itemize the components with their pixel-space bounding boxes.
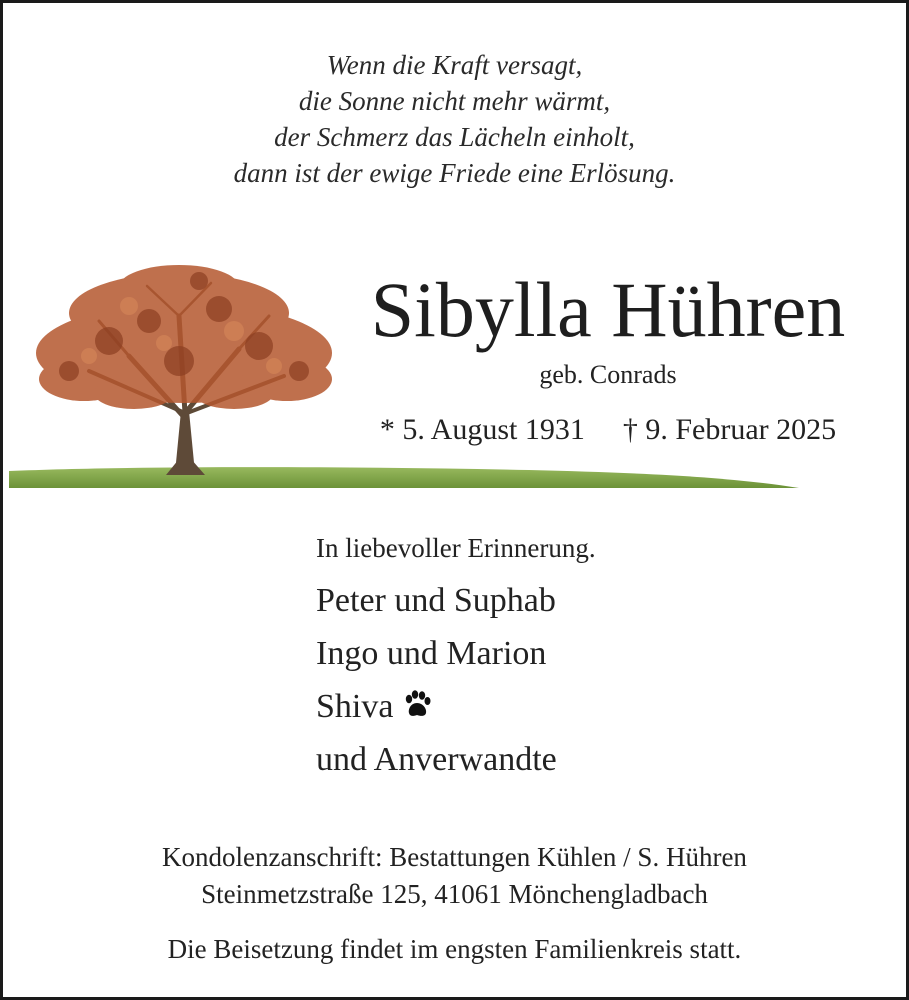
mourners-list — [316, 530, 596, 786]
mourner-pet — [316, 680, 596, 733]
maiden-name: geb. Conrads — [539, 360, 677, 389]
paw-print-icon — [401, 689, 433, 721]
death-date: † 9. Februar 2025 — [622, 413, 837, 446]
condolence-address — [3, 839, 906, 913]
birth-date: * 5. August 1931 — [379, 413, 585, 446]
poem-line: Wenn die Kraft versagt, — [326, 50, 583, 80]
poem-line: der Schmerz das Lächeln einholt, — [274, 122, 635, 152]
poem — [3, 47, 906, 191]
burial-note: Die Beisetzung findet im engsten Familienkreis statt. — [167, 934, 742, 964]
mourner-name: Ingo und Marion — [316, 635, 547, 672]
remembrance-intro: In liebevoller Erinnerung. — [316, 533, 596, 563]
poem-line: die Sonne nicht mehr wärmt, — [298, 86, 611, 116]
mourner-name: Peter und Suphab — [316, 582, 556, 619]
deceased-name: Sibylla Hühren — [370, 266, 846, 353]
condolence-line: Steinmetzstraße 125, 41061 Mönchengladbach — [201, 879, 708, 909]
condolence-line: Kondolenzanschrift: Bestattungen Kühlen / S. Hühren — [162, 842, 747, 872]
mourner-name: und Anverwandte — [316, 741, 557, 778]
tree-image — [29, 261, 339, 476]
life-dates — [333, 411, 883, 449]
poem-line: dann ist der ewige Friede eine Erlösung. — [233, 158, 676, 188]
mourner-name: Shiva — [316, 688, 394, 725]
